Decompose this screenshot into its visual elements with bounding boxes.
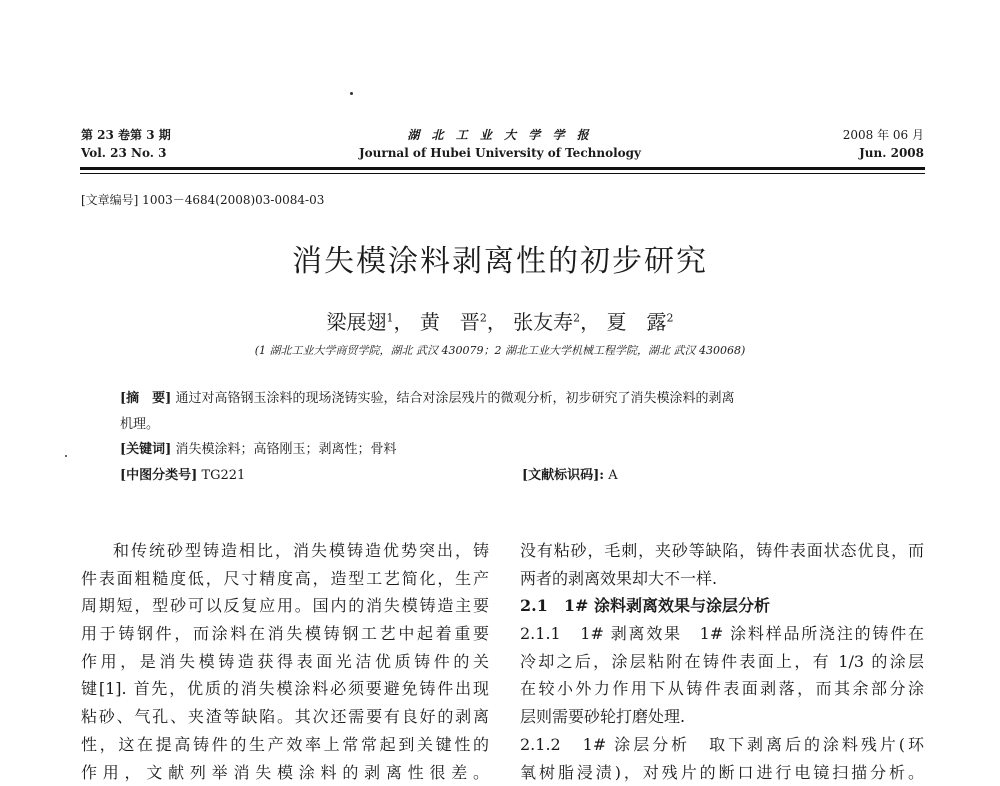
body-line: 键[1]. 首先，优质的消失模涂料必须要避免铸件出现 (81, 675, 489, 703)
author-name: 夏 露 (607, 310, 667, 334)
article-number: [文章编号] 1003－4684(2008)03-0084-03 (81, 191, 324, 208)
author-affiliation-mark: 2 (667, 311, 674, 324)
scan-speck (65, 455, 67, 457)
body-line: 用于铸钢件，而涂料在消失模铸钢工艺中起着重要 (81, 620, 489, 648)
clc-label: [中图分类号] (120, 468, 197, 483)
author-affiliation-mark: 2 (480, 311, 487, 324)
keywords-text: 消失模涂料；高铬刚玉；剥离性；骨料 (175, 442, 396, 457)
abstract-label: [摘 要] (120, 391, 171, 406)
volume-issue-cn: 第 23 卷第 3 期 (81, 126, 171, 143)
author-list: 梁展翅$^1$， 黄 晋$^2$， 张友寿$^2$， 夏 露$^2$ (0, 306, 1000, 335)
body-column-right (520, 537, 924, 786)
body-line: 粘砂、气孔、夹渣等缺陷。其次还需要有良好的剥离 (81, 703, 489, 731)
body-line: 两者的剥离效果却大不一样. (520, 565, 924, 593)
body-line: 冷却之后，涂层粘附在铸件表面上，有 1/3 的涂层 (520, 648, 924, 676)
body-line: 没有粘砂，毛刺，夹砂等缺陷，铸件表面状态优良，而 (520, 537, 924, 565)
affiliations: (1 湖北工业大学商贸学院，湖北 武汉 430079；2 湖北工业大学机械工程学院，湖北 武汉 430068) (0, 342, 1000, 358)
paper-title: 消失模涂料剥离性的初步研究 (0, 236, 1000, 280)
section-heading: 2.1 1# 涂料剥离效果与涂层分析 (520, 592, 924, 620)
author-name: 梁展翅 (326, 310, 386, 334)
author-affiliation-mark: 1 (386, 311, 393, 324)
abstract-line-1 (120, 387, 734, 406)
abstract-text-1: 通过对高铬钢玉涂料的现场浇铸实验，结合对涂层残片的微观分析，初步研究了消失模涂料的剥离 (175, 391, 734, 406)
body-line: 周期短，型砂可以反复应用。国内的消失模铸造主要 (81, 592, 489, 620)
doc-code-label: [文献标识码]: (522, 468, 604, 483)
clc-line (120, 464, 245, 483)
body-line: 作用，文献列举消失模涂料的剥离性很差。 (81, 759, 489, 786)
header-rule-thick (80, 167, 925, 170)
journal-title-cn: 湖 北 工 业 大 学 学 报 (0, 126, 1000, 143)
author-affiliation-mark: 2 (573, 311, 580, 324)
body-line: 层则需要砂轮打磨处理. (520, 703, 924, 731)
volume-issue-en: Vol. 23 No. 3 (81, 146, 166, 160)
body-line: 在较小外力作用下从铸件表面剥落，而其余部分涂 (520, 675, 924, 703)
doc-code-line (522, 464, 618, 483)
author-name: 张友寿 (513, 310, 573, 334)
journal-title-en: Journal of Hubei University of Technology (0, 146, 1000, 160)
abstract-text-2: 机理。 (120, 413, 159, 432)
body-line: 氧树脂浸渍)，对残片的断口进行电镜扫描分析。 (520, 759, 924, 786)
issue-date-cn: 2008 年 06 月 (843, 126, 924, 143)
author-name: 黄 晋 (420, 310, 480, 334)
issue-date-en: Jun. 2008 (859, 146, 924, 160)
body-line: 2.1.2 1# 涂层分析 取下剥离后的涂料残片(环 (520, 731, 924, 759)
body-column-left (81, 537, 489, 786)
doc-code-text: A (608, 468, 617, 483)
header-rule-thin (80, 173, 925, 174)
body-line: 作用，是消失模铸造获得表面光洁优质铸件的关 (81, 648, 489, 676)
scan-speck (350, 92, 353, 95)
body-line: 件表面粗糙度低，尺寸精度高，造型工艺简化，生产 (81, 565, 489, 593)
keywords-line (120, 438, 396, 457)
body-line: 性，这在提高铸件的生产效率上常常起到关键性的 (81, 731, 489, 759)
body-line: 和传统砂型铸造相比，消失模铸造优势突出，铸 (81, 537, 489, 565)
keywords-label: [关键词] (120, 442, 171, 457)
clc-text: TG221 (201, 468, 245, 483)
body-line: 2.1.1 1# 剥离效果 1# 涂料样品所浇注的铸件在 (520, 620, 924, 648)
